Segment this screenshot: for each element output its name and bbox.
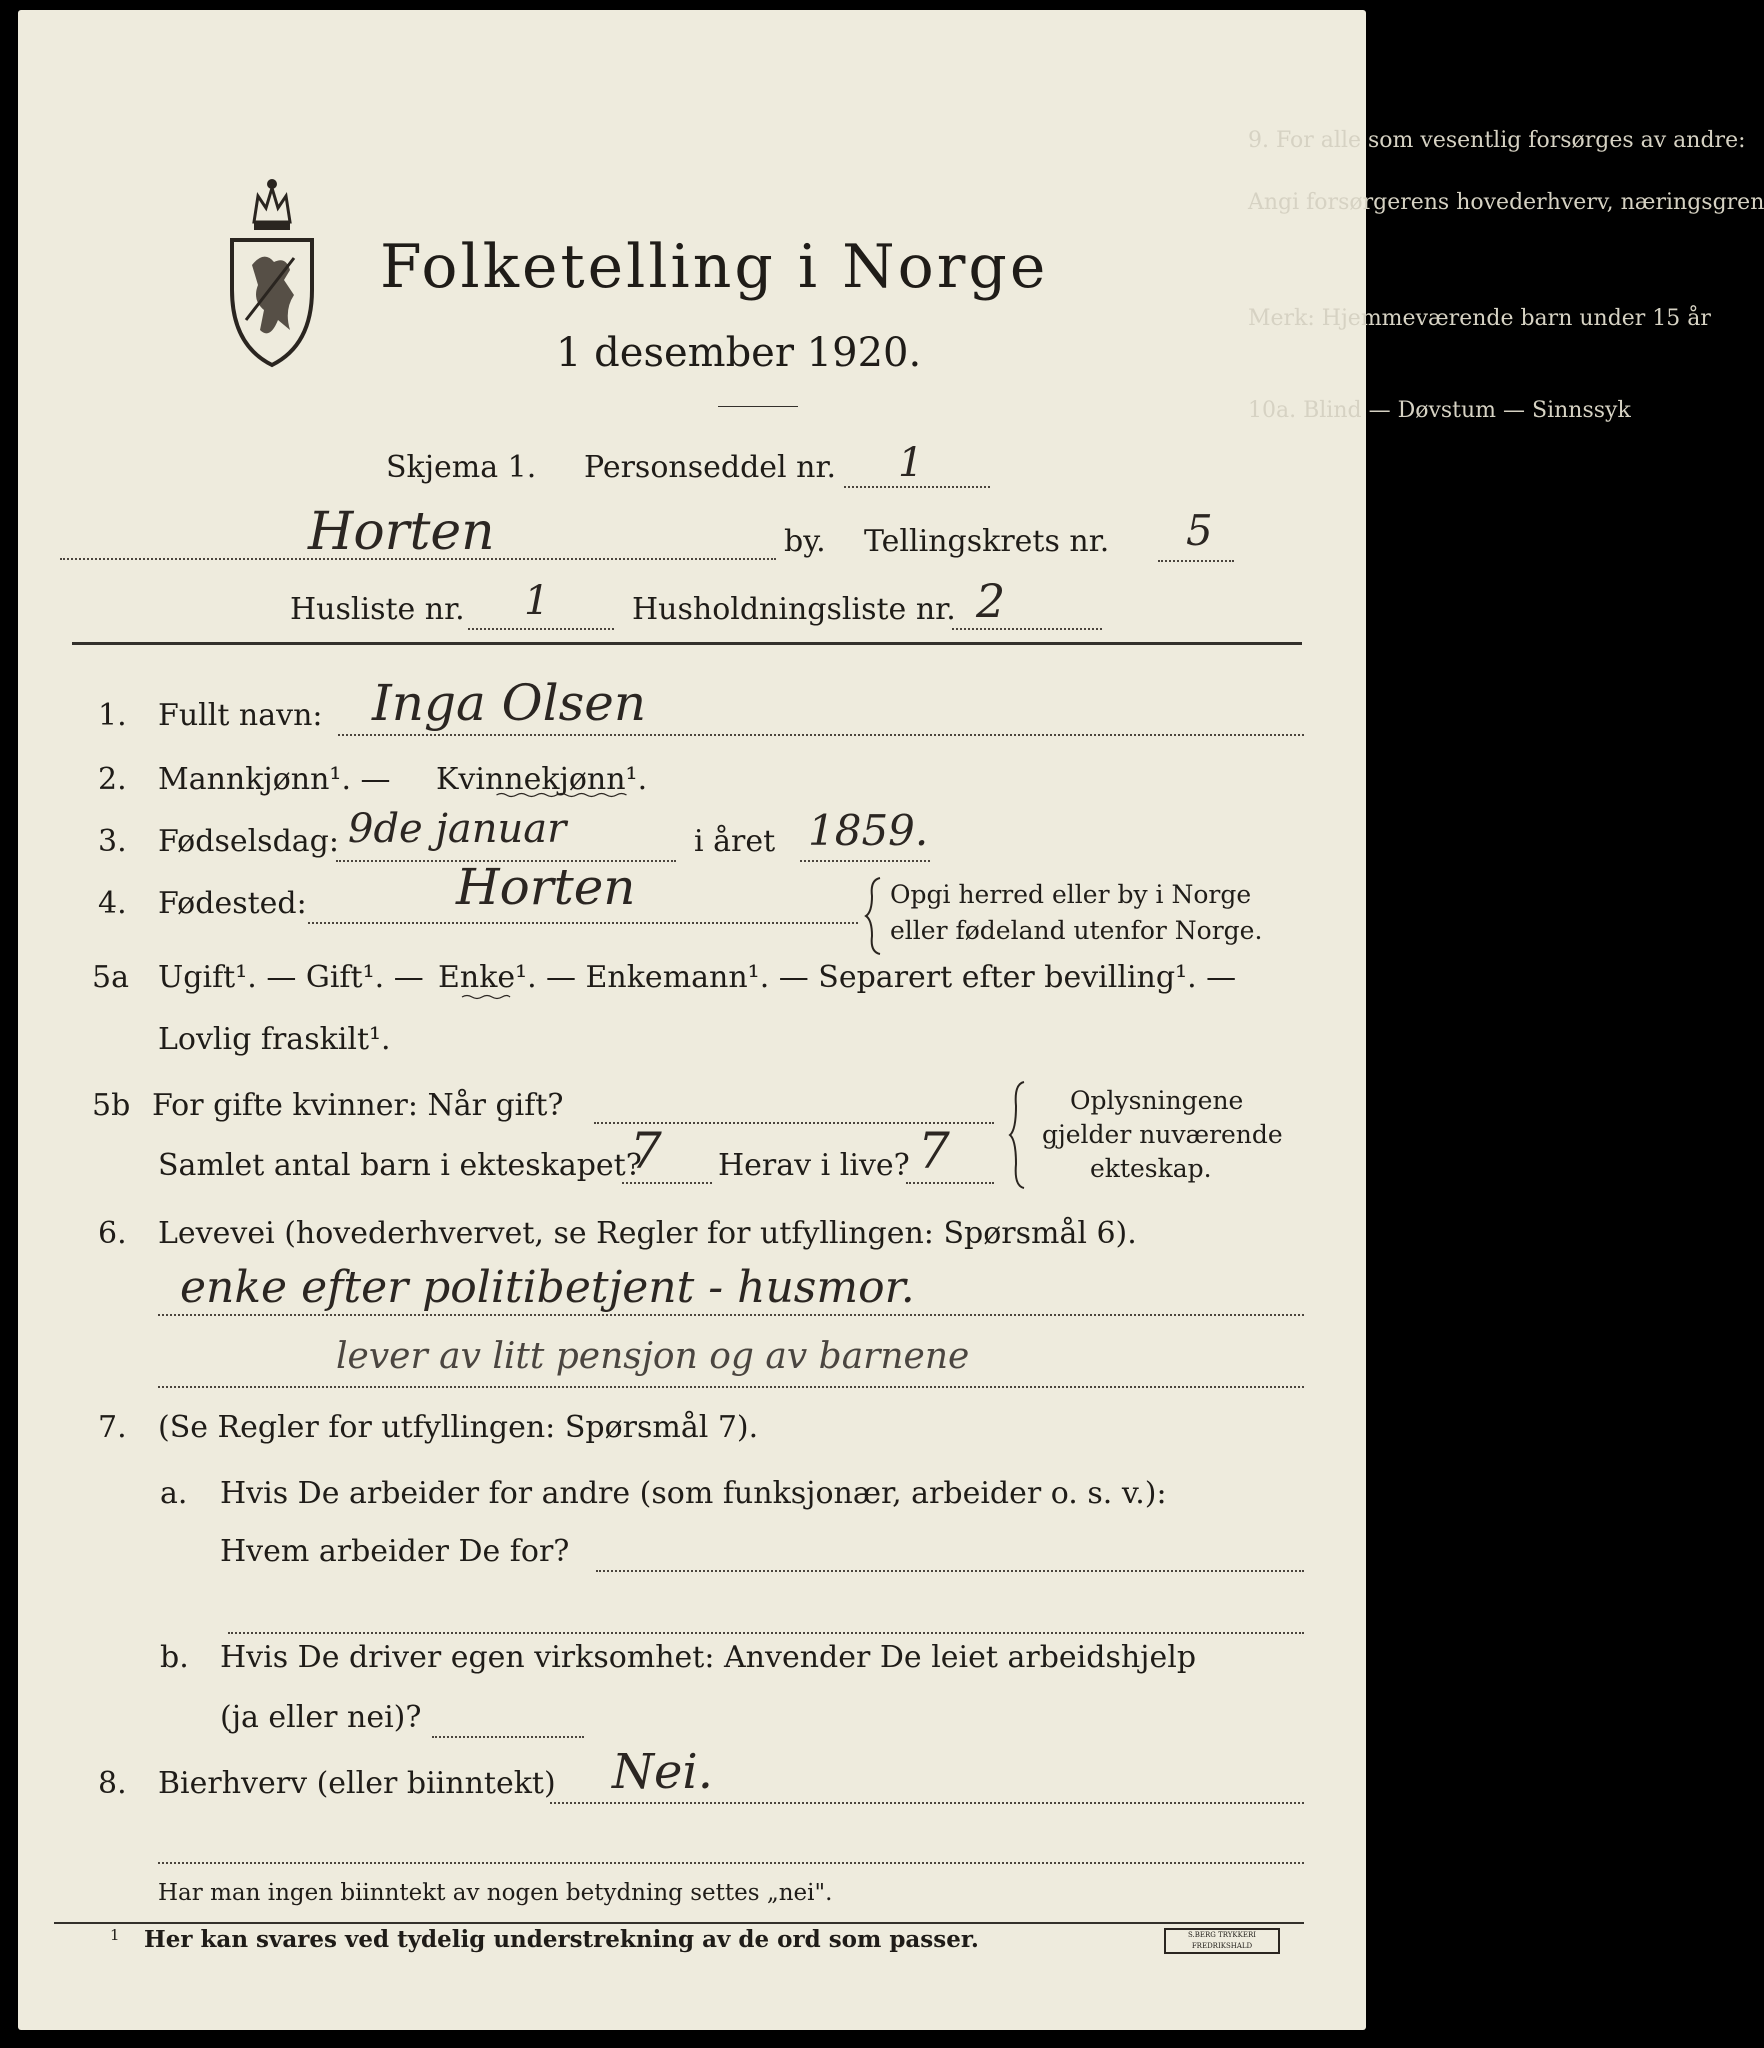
norwegian-coat-of-arms-icon [224,170,320,370]
q3-number: 3. [98,824,127,859]
q6-number: 6. [98,1216,127,1251]
q3-value: 9de januar [348,806,567,852]
q6-label: Levevei (hovederhvervet, se Regler for utfyllingen: Spørsmål 6). [158,1216,1137,1251]
form-date: 1 desember 1920. [556,330,922,376]
personseddel-value: 1 [898,440,924,486]
husholdning-line [952,628,1102,630]
q8-line-1 [550,1802,1304,1804]
census-form-page [18,10,1764,2030]
q5a-options-c: — Enkemann¹. — Separert efter bevilling¹. — [546,960,1237,995]
q6-value-line-1: enke efter politibetjent - husmor. [180,1262,915,1313]
tellingskrets-value: 5 [1186,506,1213,555]
q7b-label: Hvis De driver egen virksomhet: Anvender De leiet arbeidshjelp [220,1640,1197,1675]
q4-note-line-2: eller fødeland utenfor Norge. [890,916,1263,945]
husliste-value: 1 [524,578,550,624]
q7a-number: a. [160,1476,188,1511]
tellingskrets-line [1158,560,1234,562]
q5a-number: 5a [92,960,129,995]
q5a-option-enke: Enke¹. [438,960,537,995]
printer-stamp: S.BERG TRYKKERI FREDRIKSHALD [1164,1928,1280,1954]
q5b-number: 5b [92,1088,131,1123]
schema-label: Skjema 1. [386,450,537,485]
q8-value: Nei. [612,1744,714,1800]
q5b-alive-value: 7 [918,1122,950,1180]
q7b-sub-label: (ja eller nei)? [220,1700,422,1735]
husliste-line [468,628,614,630]
q5a-enke-underline [436,994,536,1000]
header-divider [72,642,1302,645]
q4-brace-icon [864,876,884,956]
q2-option-female: Kvinnekjønn¹. [436,762,648,797]
q7a-line-1 [596,1570,1304,1572]
q7a-sub-label: Hvem arbeider De for? [220,1534,570,1569]
husliste-label: Husliste nr. [290,592,465,627]
q1-line [338,734,1304,736]
q6-line-2 [158,1386,1304,1388]
q3-year-value: 1859. [808,806,929,855]
q1-label: Fullt navn: [158,698,323,733]
q7-number: 7. [98,1410,127,1445]
q5b-children-line [622,1182,712,1184]
q4-number: 4. [98,886,127,921]
q4-label: Fødested: [158,886,307,921]
bleed-through-line-2: Angi forsørgerens hovederhverv, næringsgren [1248,190,1764,215]
husholdning-value: 2 [976,574,1006,628]
q6-value-line-2: lever av litt pensjon og av barnene [336,1336,970,1377]
q7b-line [432,1736,584,1738]
tellingskrets-label: Tellingskrets nr. [864,524,1110,559]
q7a-line-2 [228,1632,1304,1634]
bleed-through-line-1: 9. For alle som vesentlig forsørges av andre: [1248,128,1746,153]
q4-value: Horten [456,858,636,916]
q7b-number: b. [160,1640,189,1675]
q5b-label: For gifte kvinner: Når gift? [152,1088,564,1123]
q3-year-line [800,860,930,862]
q2-female-underline [428,792,698,798]
q1-value: Inga Olsen [372,674,647,732]
q5b-note-line-1: Oplysningene [1070,1086,1244,1115]
q8-line-2 [158,1862,1304,1864]
footer-divider [54,1922,1304,1924]
bleed-through-line-3: Merk: Hjemmeværende barn under 15 år [1248,306,1711,331]
q7-label: (Se Regler for utfyllingen: Spørsmål 7). [158,1410,759,1445]
q8-note: Har man ingen biinntekt av nogen betydning settes „nei". [158,1880,833,1906]
q8-label: Bierhverv (eller biinntekt) [158,1766,556,1801]
form-title: Folketelling i Norge [380,232,1049,302]
q5a-options-d: Lovlig fraskilt¹. [158,1022,391,1057]
town-suffix: by. [784,524,826,559]
personseddel-line [844,486,990,488]
q5b-alive-label: Herav i live? [718,1148,910,1183]
q6-line-1 [158,1314,1304,1316]
q5b-brace-icon [1008,1080,1028,1190]
q5b-children-value: 7 [630,1122,662,1180]
footnote-text: Her kan svares ved tydelig understrekning av de ord som passer. [144,1926,979,1953]
q5b-note-line-2: gjelder nuværende [1042,1120,1283,1149]
town-value: Horten [308,502,495,562]
personseddel-label: Personseddel nr. [584,450,837,485]
q8-number: 8. [98,1766,127,1801]
bleed-through-line-4: 10a. Blind — Døvstum — Sinnssyk [1248,398,1631,423]
husholdning-label: Husholdningsliste nr. [632,592,956,627]
q3-label: Fødselsdag: [158,824,339,859]
q4-note-line-1: Opgi herred eller by i Norge [890,880,1252,909]
q5a-options-a: Ugift¹. — Gift¹. — [158,960,424,995]
title-rule [718,406,798,407]
q3-year-label: i året [694,824,776,859]
q1-number: 1. [98,698,127,733]
q2-option-male: Mannkjønn¹. — [158,762,391,797]
q4-line [308,922,858,924]
q7a-label: Hvis De arbeider for andre (som funksjonær, arbeider o. s. v.): [220,1476,1167,1511]
q5b-children-label: Samlet antal barn i ekteskapet? [158,1148,642,1183]
q2-number: 2. [98,762,127,797]
q5b-alive-line [906,1182,994,1184]
footnote-mark: 1 [110,1926,120,1944]
q5b-note-line-3: ekteskap. [1090,1154,1212,1183]
